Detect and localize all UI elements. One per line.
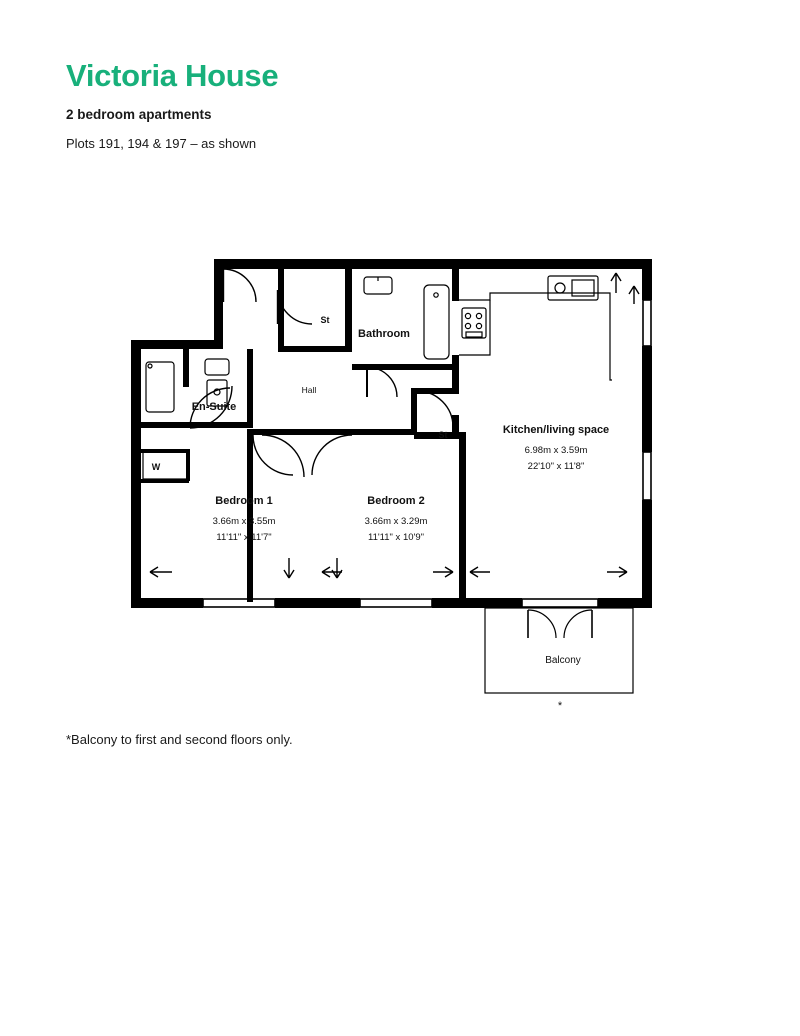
room-label-bathroom: Bathroom — [358, 328, 410, 340]
balcony-label: Balcony — [545, 655, 581, 666]
storage-label-top: St — [320, 315, 330, 325]
room-label-bedroom-1: Bedroom 1 — [215, 495, 273, 507]
hall-label: Hall — [301, 385, 317, 395]
storage-label-mid: St — [438, 430, 448, 440]
room-dim-metric-bedroom-1: 3.66m x 3.55m — [212, 516, 276, 527]
page-subtitle: 2 bedroom apartments — [66, 107, 212, 122]
plots-text: Plots 191, 194 & 197 – as shown — [66, 136, 257, 151]
interior-walls — [141, 259, 466, 602]
room-label-en-suite: En-Suite — [191, 401, 237, 413]
room-label-bedroom-2: Bedroom 2 — [367, 495, 425, 507]
room-dim-metric-bedroom-2: 3.66m x 3.29m — [364, 516, 428, 527]
washer-label: W — [151, 462, 161, 472]
room-dim-metric-kitchen: 6.98m x 3.59m — [524, 445, 588, 456]
room-dim-imperial-bedroom-1: 11'11" x 11'7" — [216, 532, 272, 543]
room-label-kitchen: Kitchen/living space — [502, 424, 610, 436]
balcony-asterisk: * — [557, 700, 563, 712]
balcony-area — [485, 608, 633, 693]
page-title: Victoria House — [66, 58, 279, 93]
balcony-footnote: *Balcony to first and second floors only. — [66, 732, 293, 747]
room-dim-imperial-bedroom-2: 11'11" x 10'9" — [368, 532, 424, 543]
room-dim-imperial-kitchen: 22'10" x 11'8" — [527, 461, 585, 472]
